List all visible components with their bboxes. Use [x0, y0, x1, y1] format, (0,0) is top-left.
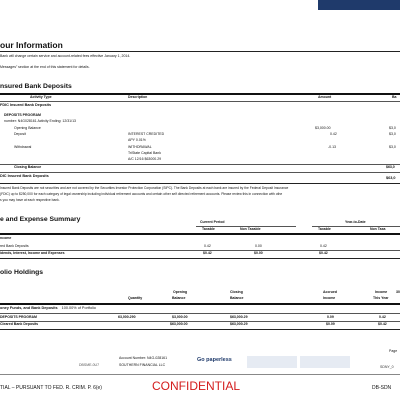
total-taxable-ytd: $0.42: [319, 251, 328, 255]
go-paperless-logo: Go paperless: [197, 357, 232, 363]
row-taxable-ytd: 0.42: [320, 244, 327, 248]
disclosure-text: s you may have at each respective bank.: [0, 198, 60, 202]
col-closing: Closing: [230, 290, 243, 294]
fdic-header: FDIC Insured Bank Deposits: [0, 103, 52, 107]
row-balance-2: $3,0: [389, 126, 396, 130]
total-label: idends, Interest, Income and Expenses: [0, 251, 65, 255]
footer-right-code: SDNY_0: [380, 365, 394, 369]
closing-balance-label: Closing Balance: [14, 165, 42, 169]
holdings-group: [0, 307, 96, 311]
row-type: Withdrawal: [14, 145, 32, 149]
footer-firm: SOUTHERN FINANCIAL LLC: [119, 363, 166, 367]
col-opening: Opening: [173, 290, 188, 294]
row-amount: 0.42: [330, 132, 337, 136]
total-accrued: $0.09: [326, 322, 335, 326]
footer-logo-block: [300, 356, 350, 368]
col-balance: Ba: [392, 95, 397, 99]
row-description: A/C 12/16 $63000.29: [128, 157, 162, 161]
row-balance-2: $3,0: [389, 132, 396, 136]
col-taxable-ytd: Taxable: [318, 227, 331, 231]
divider: [0, 164, 400, 165]
footer-legend-right: DB-SDN: [372, 385, 392, 391]
row-closing: $63,000.29: [230, 315, 248, 319]
row-label: DEPOSITS PROGRAM: [0, 315, 37, 319]
col-accrued: Accrued: [323, 290, 338, 294]
row-income: 0.42: [379, 315, 386, 319]
footer-divider: [0, 374, 400, 375]
holdings-group-pct: 100.00% of Portfolio: [61, 306, 96, 310]
fdic-total-label: DIC Insured Bank Deposits: [0, 174, 49, 178]
info-text: Messages" section at the end of this statement for details.: [0, 65, 90, 69]
row-opening: $3,000.00: [172, 315, 188, 319]
divider: [0, 233, 400, 235]
divider: [0, 172, 400, 173]
disclosure-text: (FDIC) up to $250,000 for each category of legal ownership including individual retirement accounts and certain other self directed retirement accounts. Please review this in connection with othe: [0, 192, 283, 196]
section-title-information: our Information: [0, 40, 63, 50]
total-nontaxable: $0.00: [254, 251, 263, 255]
info-text: Bank will change certain service and account-related fees effective January 1, 2014.: [0, 54, 131, 58]
account-number: number: N4G028161 Activity Ending: 12/31/13: [4, 119, 76, 123]
footer-account-number: Account Number: N4G-028161: [119, 356, 168, 360]
row-description: WITHDRAWAL: [128, 145, 152, 149]
divider: [0, 101, 400, 102]
row-type: Opening Balance: [14, 126, 41, 130]
row-taxable: 0.42: [204, 244, 211, 248]
col-accrued-2: Income: [323, 296, 336, 300]
divider: [0, 321, 400, 322]
row-amount: -0.13: [328, 145, 336, 149]
divider: [0, 93, 400, 95]
row-nontaxable: 0.00: [255, 244, 262, 248]
col-30: 30: [396, 290, 400, 294]
row-type: Deposit: [14, 132, 26, 136]
current-period-label: Current Period: [200, 220, 225, 224]
footer-logo-block: [247, 356, 297, 368]
divider: [0, 183, 400, 184]
col-nontaxable-ytd: Non Taxa: [370, 227, 386, 231]
total-opening: $63,000.00: [170, 322, 188, 326]
col-amount: Amount: [318, 95, 332, 99]
fdic-total-value: $63,0: [386, 176, 396, 180]
col-income: Income: [375, 290, 388, 294]
total-income: $0.42: [378, 322, 387, 326]
section-title-insured: nsured Bank Deposits: [0, 83, 72, 90]
footer-left-code: DBSME-0U7: [79, 363, 100, 367]
divider: [0, 258, 400, 259]
col-quantity: Quantity: [128, 296, 143, 300]
col-closing-2: Balance: [230, 296, 244, 300]
row-label: red Bank Deposits: [0, 244, 29, 248]
col-description: Description: [128, 95, 148, 99]
col-taxable: Taxable: [202, 227, 215, 231]
confidential-stamp: CONFIDENTIAL: [152, 379, 241, 393]
col-income-2: This Year: [373, 296, 389, 300]
row-accrued: 0.09: [327, 315, 334, 319]
year-to-date-label: Year-to-Date: [345, 220, 366, 224]
closing-balance-value: $63,0: [386, 165, 395, 169]
divider: [0, 51, 400, 52]
row-description: INTEREST CREDITED: [128, 132, 165, 136]
row-balance: $3,000.00: [315, 126, 331, 130]
section-title-holdings: olio Holdings: [0, 269, 44, 276]
divider: [0, 313, 400, 314]
col-activity-type: Activity Type: [30, 95, 52, 99]
row-description: TriState Capital Bank: [128, 151, 161, 155]
col-opening-2: Balance: [172, 296, 186, 300]
footer-legend-left: TIAL – PURSUANT TO FED. R. CRIM. P. 6(e): [0, 385, 102, 391]
col-nontaxable: Non Taxable: [240, 227, 261, 231]
disclosure-text: Insured Bank Deposits are not securities and are not covered by the Securities Investor Protection Corporation (SIPC). The Bank Deposits at each bank are insured by the Federal Deposit Insurance: [0, 186, 289, 190]
income-group: ncome: [0, 236, 12, 240]
header-bar: [318, 0, 400, 10]
section-title-income: e and Expense Summary: [0, 216, 81, 223]
row-balance-2: $3,0: [389, 145, 396, 149]
divider: [0, 303, 400, 305]
page-label: Page: [389, 349, 398, 353]
row-quantity: 63,000.290: [118, 315, 136, 319]
holdings-group-name: oney Funds, and Bank Deposits: [0, 306, 58, 310]
total-closing: $63,000.29: [230, 322, 248, 326]
total-label: Cleared Bank Deposits: [0, 322, 39, 326]
total-taxable: $0.42: [203, 251, 212, 255]
divider: [0, 329, 400, 330]
program-name: DEPOSITS PROGRAM: [4, 113, 41, 117]
row-description: APY 0.01%: [128, 138, 146, 142]
